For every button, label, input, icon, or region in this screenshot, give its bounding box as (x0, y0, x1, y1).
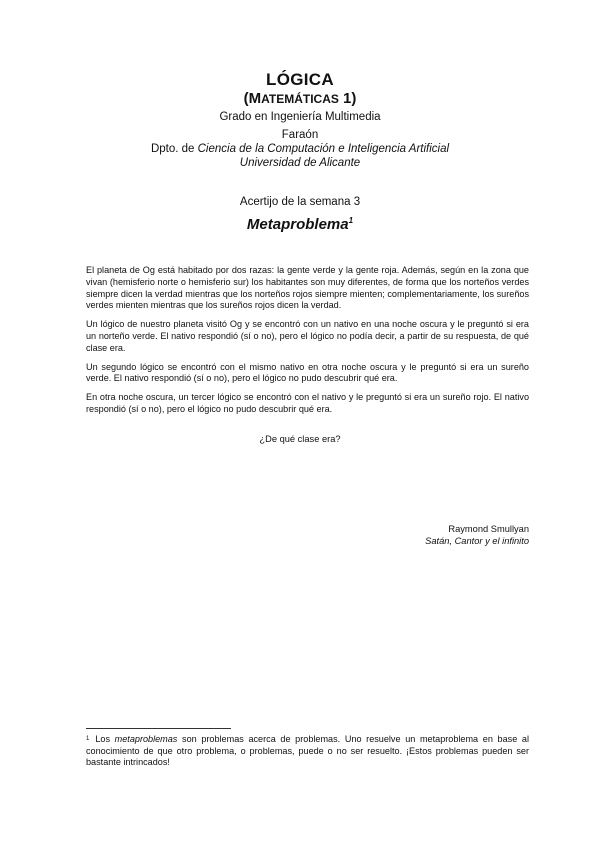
department-line (0, 142, 600, 156)
week-label: Acertijo de la semana 3 (239, 196, 361, 208)
footnote-mark: 1 (86, 736, 90, 742)
paragraph: El planeta de Og está habitado por dos razas: la gente verde y la gente roja. Además, según en la zona que vivan (hemisferio norte o hemisferio sur) los habitantes son muy diferentes, de forma que los norteños verdes siempre dicen la verdad mientras que los norteños rojos siempre mienten; complementariamente, los sureños verdes mienten mientras que los sureños rojos dicen la verdad. (86, 265, 529, 311)
subtitle-close: 1) (338, 90, 357, 107)
signature-book: Satán, Cantor y el infinito (425, 536, 529, 546)
footnote-term: metaproblemas (114, 734, 178, 744)
paragraph: En otra noche oscura, un tercer lógico se encontró con el nativo y le preguntó si era un sureño rojo. El nativo respondió (sí o no), pero el lógico no pudo descubrir qué era. (86, 392, 529, 414)
footnote (86, 734, 529, 769)
footnote-text: son problemas acerca de problemas. Uno resuelve un metaproblema en base al conocimiento de que otro problema, o problemas, puede o no ser resuelto. ¡Estos problemas pueden ser bastante intrincados! (86, 734, 529, 768)
footnote-divider (86, 728, 231, 729)
university-name: Universidad de Alicante (239, 157, 361, 169)
subtitle-open: (M (243, 90, 262, 107)
department-name: Ciencia de la Computación e Inteligencia Artificial (197, 143, 450, 155)
course-subtitle (0, 90, 600, 107)
signature-author: Raymond Smullyan (448, 524, 529, 534)
puzzle-body (86, 265, 529, 423)
footnote-reference: 1 (348, 216, 354, 225)
university-line (0, 156, 600, 170)
document-title: LÓGICA (266, 70, 334, 89)
degree-line: Grado en Ingeniería Multimedia (219, 111, 381, 123)
subtitle-smallcaps: ATEMÁTICAS (261, 92, 339, 106)
footnote-prefix: Los (95, 734, 115, 744)
author-line: Faraón (281, 129, 319, 141)
puzzle-question: ¿De qué clase era? (259, 434, 341, 444)
puzzle-name: Metaproblema (246, 216, 349, 233)
paragraph: Un segundo lógico se encontró con el mismo nativo en otra noche oscura y le preguntó si era un sureño verde. El nativo respondió (sí o no), pero el lógico no pudo descubrir qué era. (86, 361, 529, 384)
paragraph: Un lógico de nuestro planeta visitó Og y se encontró con un nativo en una noche oscura y le preguntó si era un norteño verde. El nativo respondió (sí o no), pero el lógico no podía decir, a partir de su respuesta, de qué clase era. (86, 319, 529, 353)
department-prefix: Dpto. de (150, 143, 198, 155)
puzzle-title (0, 216, 600, 233)
